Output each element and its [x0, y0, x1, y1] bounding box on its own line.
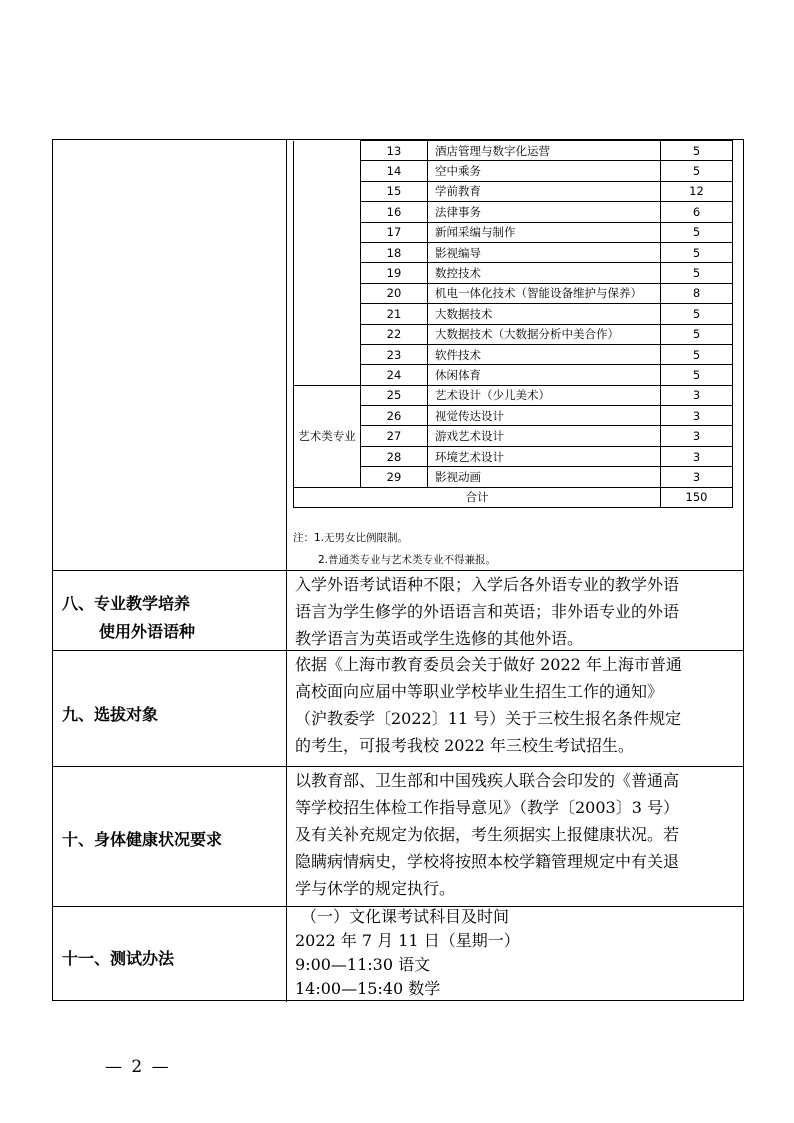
- major-name: 影视动画: [428, 467, 661, 487]
- major-name: 数控技术: [428, 263, 661, 283]
- section-10-content: [295, 767, 739, 902]
- section-10-line: 隐瞒病情病史，学校将按照本校学籍管理规定中有关退: [295, 852, 680, 871]
- enrollment-count: 5: [661, 161, 733, 181]
- enrollment-count: 3: [661, 426, 733, 446]
- enrollment-count: 3: [661, 446, 733, 466]
- section-9-line: 高校面向应届中等职业学校毕业生招生工作的通知》: [295, 682, 664, 701]
- enrollment-count: 5: [661, 344, 733, 364]
- section-9-content: [295, 651, 739, 759]
- enrollment-count: 5: [661, 365, 733, 385]
- section-11-line: 14:00—15:40 数学: [295, 979, 441, 998]
- major-name: 学前教育: [428, 181, 661, 201]
- major-name: 大数据技术（大数据分析中美合作）: [428, 324, 661, 344]
- table-row: [294, 141, 733, 161]
- major-name: 休闲体育: [428, 365, 661, 385]
- section-8-content: [295, 571, 739, 652]
- enrollment-count: 5: [661, 222, 733, 242]
- row-number: 18: [361, 242, 428, 262]
- majors-table: [293, 140, 733, 508]
- enrollment-count: 8: [661, 283, 733, 303]
- section-9-label: 九、选拔对象: [62, 705, 159, 724]
- section-8-line: 教学语言为英语或学生选修的其他外语。: [295, 629, 584, 648]
- major-name: 新闻采编与制作: [428, 222, 661, 242]
- section-9-line: 依据《上海市教育委员会关于做好 2022 年上海市普通: [295, 655, 682, 674]
- major-name: 软件技术: [428, 344, 661, 364]
- enrollment-count: 12: [661, 181, 733, 201]
- row-number: 29: [361, 467, 428, 487]
- section-11-content: [295, 905, 739, 1001]
- enrollment-count: 6: [661, 202, 733, 222]
- major-name: 机电一体化技术（智能设备维护与保养）: [428, 283, 661, 303]
- section-8-line: 入学外语考试语种不限；入学后各外语专业的教学外语: [295, 575, 680, 594]
- table-row: [294, 385, 733, 405]
- enrollment-count: 5: [661, 263, 733, 283]
- category-cell: [294, 141, 361, 386]
- column-divider: [286, 140, 287, 1002]
- enrollment-count: 3: [661, 467, 733, 487]
- section-11-line: 9:00—11:30 语文: [295, 955, 431, 974]
- section-10-line: 以教育部、卫生部和中国残疾人联合会印发的《普通高: [295, 771, 680, 790]
- table-note-1: 注：1.无男女比例限制。: [293, 532, 409, 544]
- row-number: 22: [361, 324, 428, 344]
- major-name: 法律事务: [428, 202, 661, 222]
- section-11-label: 十一、测试办法: [62, 949, 175, 968]
- section-11-line: 2022 年 7 月 11 日（星期一）: [295, 931, 520, 950]
- row-number: 17: [361, 222, 428, 242]
- row-number: 28: [361, 446, 428, 466]
- row-number: 20: [361, 283, 428, 303]
- document-table: [52, 139, 744, 1001]
- row-number: 13: [361, 141, 428, 161]
- section-9-line: （沪教委学〔2022〕11 号）关于三校生报名条件规定: [295, 709, 682, 728]
- enrollment-count: 5: [661, 304, 733, 324]
- row-number: 14: [361, 161, 428, 181]
- row-number: 19: [361, 263, 428, 283]
- total-row: [294, 487, 733, 507]
- major-name: 游戏艺术设计: [428, 426, 661, 446]
- section-10-line: 学与休学的规定执行。: [295, 879, 456, 898]
- row-number: 26: [361, 406, 428, 426]
- section-10-line: 及有关补充规定为依据，考生须据实上报健康状况。若: [295, 825, 680, 844]
- enrollment-count: 3: [661, 406, 733, 426]
- table-note-2: 2.普通类专业与艺术类专业不得兼报。: [318, 554, 497, 566]
- row-number: 16: [361, 202, 428, 222]
- row-number: 25: [361, 385, 428, 405]
- page-number: — 2 —: [105, 1057, 171, 1077]
- major-name: 艺术设计（少儿美术）: [428, 385, 661, 405]
- section-10-line: 等学校招生体检工作指导意见》（教学〔2003〕3 号）: [295, 798, 679, 817]
- section-8-label-2: 使用外语语种: [99, 622, 196, 641]
- section-10-label: 十、身体健康状况要求: [62, 830, 223, 849]
- enrollment-count: 5: [661, 324, 733, 344]
- section-11-line: （一）文化课考试科目及时间: [301, 907, 510, 926]
- row-number: 15: [361, 181, 428, 201]
- major-name: 空中乘务: [428, 161, 661, 181]
- row-number: 23: [361, 344, 428, 364]
- row-number: 27: [361, 426, 428, 446]
- row-number: 21: [361, 304, 428, 324]
- enrollment-count: 5: [661, 242, 733, 262]
- major-name: 视觉传达设计: [428, 406, 661, 426]
- enrollment-count: 5: [661, 141, 733, 161]
- row-number: 24: [361, 365, 428, 385]
- major-name: 大数据技术: [428, 304, 661, 324]
- major-name: 酒店管理与数字化运营: [428, 141, 661, 161]
- total-value: 150: [661, 487, 733, 507]
- section-9-line: 的考生，可报考我校 2022 年三校生考试招生。: [295, 736, 634, 755]
- major-name: 环境艺术设计: [428, 446, 661, 466]
- total-label: 合计: [294, 487, 661, 507]
- category-cell: 艺术类专业: [294, 385, 361, 487]
- major-name: 影视编导: [428, 242, 661, 262]
- section-8-line: 语言为学生修学的外语语言和英语；非外语专业的外语: [295, 602, 680, 621]
- enrollment-count: 3: [661, 385, 733, 405]
- section-8-label-1: 八、专业教学培养: [62, 594, 191, 613]
